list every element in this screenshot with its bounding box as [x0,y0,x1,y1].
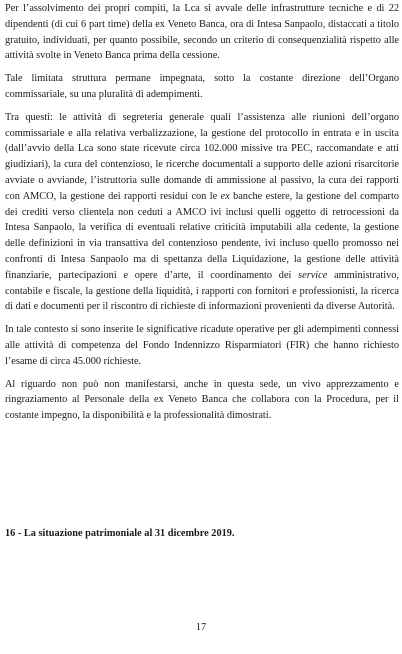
paragraph-text: In tale contesto si sono inserite le significative ricadute operative per gli adempimenti connessi alle attività di competenza del Fondo Indennizzo Risparmiatori (FIR) che hanno richiesto l’esame di circa 45.000 richieste. [5,324,399,367]
paragraph-text: Al riguardo non può non manifestarsi, anche in questa sede, un vivo apprezzamento e ringraziamento al Personale della ex Veneto Banca che collabora con la Procedura, per il costante impegno, la disponibilità e la professionalità dimostrati. [5,378,399,422]
paragraph-text: banche estere, la gestione del comparto dei crediti verso clientela non ceduti a AMCO ivi inclusi quelli oggetto di retrocessioni da Intesa Sanpaolo, la verifica di eventuali relative criticità imputabili alla cedente, la gestione delle definizioni in via transattiva del contenzioso pendente, ivi incluso quello promosso nei confronti di Intesa Sanpaolo ma di spettanza della Liquidazione, la gestione delle attività finanziarie, partecipazioni e opere d’arte, il coordinamento dei [5,190,399,281]
paragraph-text: Tra questi: le attività di segreteria generale quali l’assistenza alle riunioni dell’organo commissariale e alla relativa verbalizzazione, la gestione del protocollo in entrata e in uscita (dall’avvio della Lca sono state ricevute circa 102.000 missive tra PEC, raccomandate e atti giudiziari), la cura del contenzioso, le ricerche documentali a supporto delle azioni risarcitorie avviate o avviande, l’istruttoria sulle domande di ammissione al passivo, la cura dei rapporti con AMCO, la gestione dei rapporti residui con le [5,111,399,202]
paragraph-text: amministrativo, contabile e fiscale, la gestione della liquidità, i rapporti con fornitori e professionisti, la ricerca di dati e documenti per il riscontro di richieste di informazioni provenienti da diverse Autorità. [5,269,399,313]
section-heading: 16 - La situazione patrimoniale al 31 dicembre 2019. [5,528,235,539]
body-paragraph [5,1,399,64]
body-text [5,1,399,424]
paragraph-text: Per l’assolvimento dei propri compiti, la Lca si avvale delle infrastrutture tecniche e di 22 dipendenti (di cui 6 part time) della ex Veneto Banca, ora di Intesa Sanpaolo, distaccati a titolo gratuito, individuati, per quanto possibile, secondo un criterio di consequenzialità rispetto alle attività svolte in Veneto Banca prima della cessione. [5,3,399,62]
italic-term: service [298,269,328,281]
body-paragraph [5,71,399,103]
italic-term: ex [220,190,230,202]
body-paragraph [5,377,399,424]
body-paragraph [5,322,399,369]
page-number: 17 [195,622,207,633]
paragraph-text: Tale limitata struttura permane impegnata, sotto la costante direzione dell’Organo commissariale, su una pluralità di adempimenti. [5,73,399,100]
body-paragraph [5,110,399,315]
